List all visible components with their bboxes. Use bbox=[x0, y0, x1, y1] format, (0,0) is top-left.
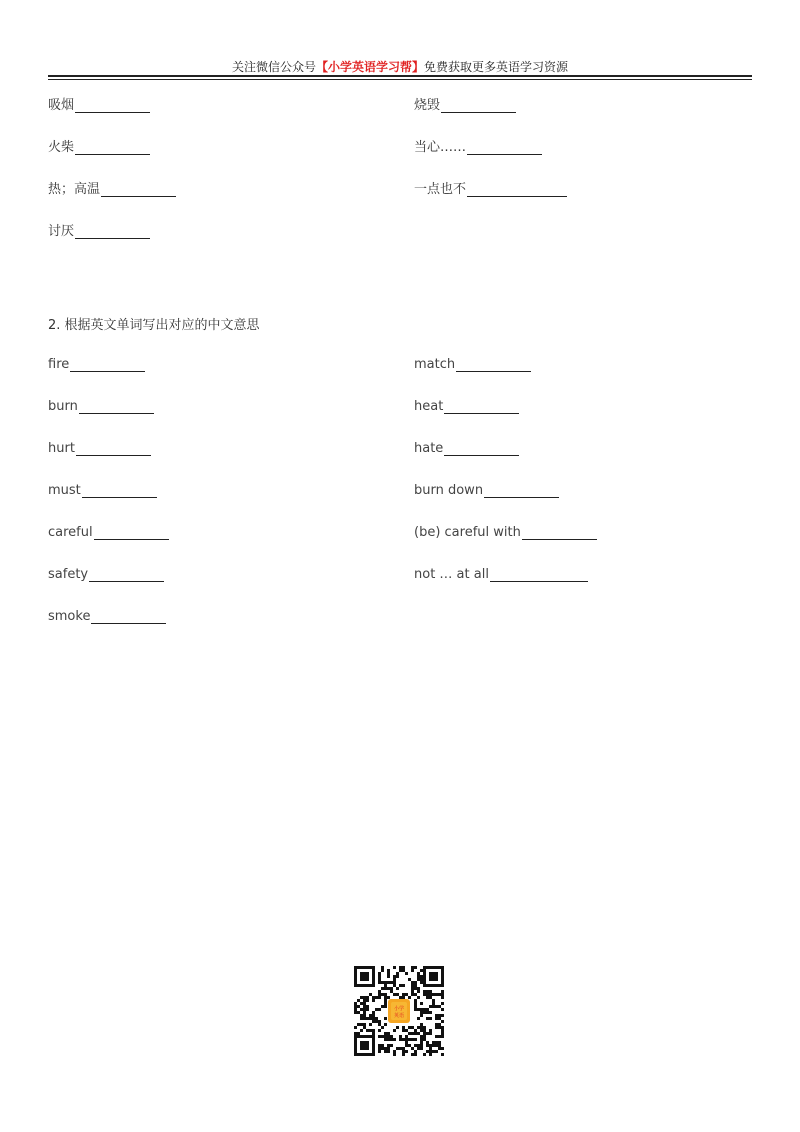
page-header bbox=[0, 58, 800, 75]
item-label: heat bbox=[414, 399, 444, 414]
en-item-not-at-all bbox=[414, 567, 588, 582]
qr-code-image bbox=[353, 965, 445, 1057]
answer-blank[interactable] bbox=[75, 140, 150, 155]
answer-blank[interactable] bbox=[490, 567, 588, 582]
answer-blank[interactable] bbox=[441, 98, 516, 113]
item-label: 烧毁 bbox=[414, 98, 441, 113]
answer-blank[interactable] bbox=[94, 525, 169, 540]
answer-blank[interactable] bbox=[70, 357, 145, 372]
header-bracket-open: 【 bbox=[315, 60, 328, 74]
cn-item-match bbox=[48, 136, 150, 155]
qr-logo bbox=[388, 999, 410, 1023]
answer-blank[interactable] bbox=[467, 182, 567, 197]
answer-blank[interactable] bbox=[79, 399, 154, 414]
en-item-hate bbox=[414, 441, 519, 456]
item-label: not … at all bbox=[414, 567, 489, 582]
en-item-careful-with bbox=[414, 525, 597, 540]
en-item-safety bbox=[48, 567, 164, 582]
answer-blank[interactable] bbox=[91, 609, 166, 624]
item-label: 吸烟 bbox=[48, 98, 75, 113]
answer-blank[interactable] bbox=[467, 140, 542, 155]
en-item-careful bbox=[48, 525, 169, 540]
en-item-burn-down bbox=[414, 483, 559, 498]
item-label: 热；高温 bbox=[48, 182, 101, 197]
answer-blank[interactable] bbox=[522, 525, 597, 540]
en-item-hurt bbox=[48, 441, 151, 456]
en-item-smoke bbox=[48, 609, 166, 624]
answer-blank[interactable] bbox=[89, 567, 164, 582]
answer-blank[interactable] bbox=[75, 224, 150, 239]
item-label: hurt bbox=[48, 441, 75, 456]
item-label: fire bbox=[48, 357, 70, 372]
item-label: smoke bbox=[48, 609, 91, 624]
item-label: safety bbox=[48, 567, 89, 582]
en-item-fire bbox=[48, 357, 145, 372]
answer-blank[interactable] bbox=[444, 441, 519, 456]
cn-item-heat bbox=[48, 178, 176, 197]
cn-item-smoke bbox=[48, 94, 150, 113]
answer-blank[interactable] bbox=[75, 98, 150, 113]
section-2-title: 2. 根据英文单词写出对应的中文意思 bbox=[48, 318, 260, 333]
item-label: (be) careful with bbox=[414, 525, 521, 540]
cn-item-hate bbox=[48, 220, 150, 239]
qr-logo-text-2: 英语 bbox=[393, 1013, 405, 1019]
en-item-match bbox=[414, 357, 531, 372]
item-label: match bbox=[414, 357, 456, 372]
answer-blank[interactable] bbox=[484, 483, 559, 498]
header-rule-thick bbox=[48, 75, 752, 77]
header-prefix: 关注微信公众号 bbox=[231, 60, 316, 74]
cn-item-burn-down bbox=[414, 94, 516, 113]
answer-blank[interactable] bbox=[456, 357, 531, 372]
cn-item-not-at-all bbox=[414, 178, 567, 197]
header-bracket-close: 】 bbox=[412, 60, 425, 74]
en-item-burn bbox=[48, 399, 154, 414]
item-label: 火柴 bbox=[48, 140, 75, 155]
header-rule-thin bbox=[48, 79, 752, 80]
header-brand: 小学英语学习帮 bbox=[327, 60, 412, 74]
item-label: must bbox=[48, 483, 81, 498]
item-label: 当心…… bbox=[414, 140, 467, 155]
item-label: 讨厌 bbox=[48, 224, 75, 239]
item-label: 一点也不 bbox=[414, 182, 467, 197]
answer-blank[interactable] bbox=[82, 483, 157, 498]
item-label: burn down bbox=[414, 483, 484, 498]
answer-blank[interactable] bbox=[101, 182, 176, 197]
item-label: careful bbox=[48, 525, 93, 540]
item-label: burn bbox=[48, 399, 78, 414]
answer-blank[interactable] bbox=[444, 399, 519, 414]
en-item-heat bbox=[414, 399, 519, 414]
en-item-must bbox=[48, 483, 157, 498]
answer-blank[interactable] bbox=[76, 441, 151, 456]
cn-item-careful-with bbox=[414, 136, 542, 155]
qr-logo-text-1: 小学 bbox=[393, 1006, 405, 1012]
header-suffix: 免费获取更多英语学习资源 bbox=[424, 60, 569, 74]
item-label: hate bbox=[414, 441, 444, 456]
